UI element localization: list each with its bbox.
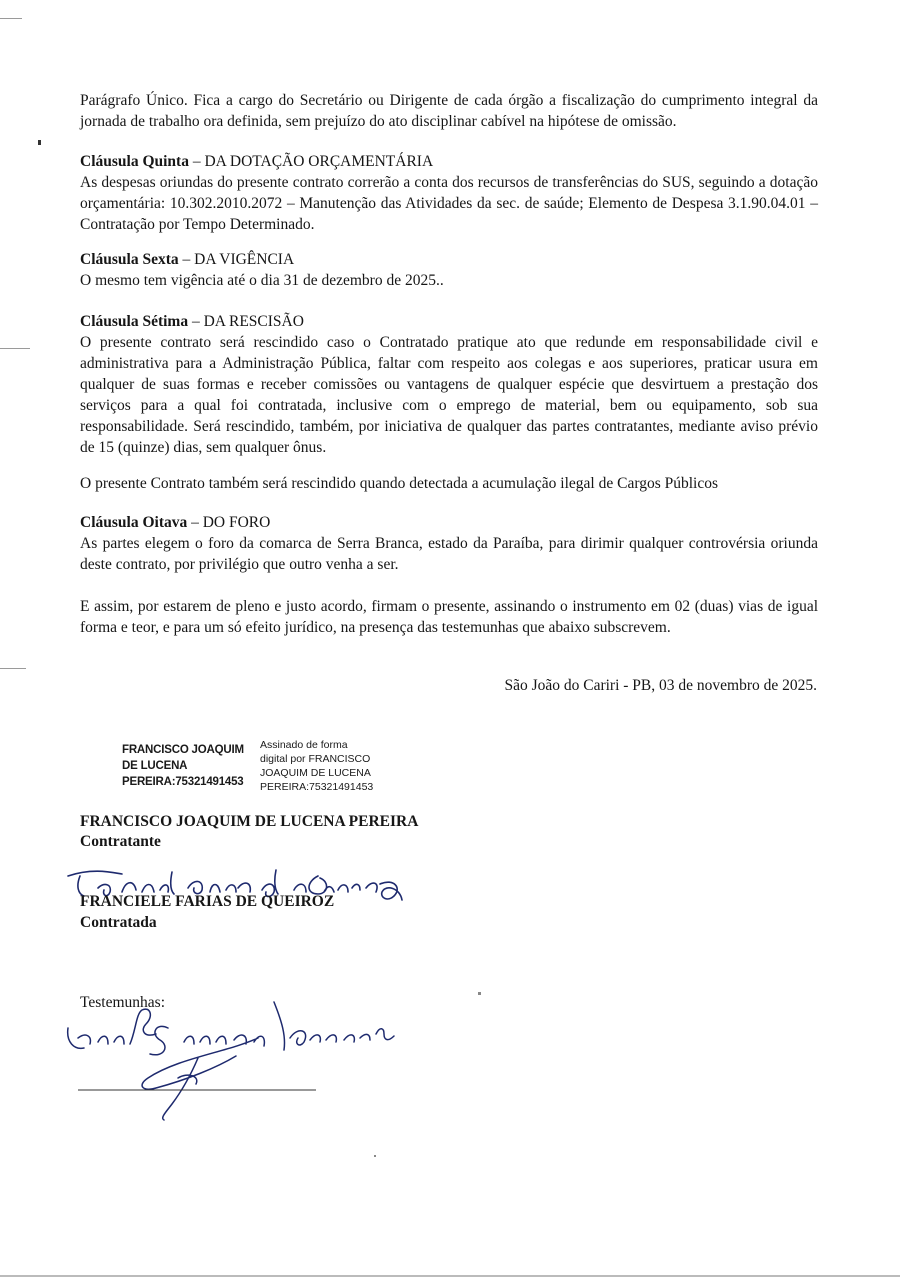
clausula-oitava-heading: [80, 512, 818, 533]
clausula-oitava-text: As partes elegem o foro da comarca de Serra Branca, estado da Paraíba, para dirimir qualquer controvérsia oriunda deste contrato, por privilégio que outro venha a ser.: [80, 535, 818, 573]
contratada-papel: Contratada: [80, 914, 157, 931]
encerramento: [80, 596, 818, 638]
digital-signature-name-line: DE LUCENA: [122, 760, 188, 772]
clausula-setima: [80, 311, 818, 494]
contratante-papel: Contratante: [80, 833, 161, 850]
contratada-nome: FRANCIELE FARIAS DE QUEIROZ: [80, 893, 335, 910]
handwritten-signature-testemunha: [58, 998, 418, 1138]
clausula-sexta: [80, 249, 818, 291]
clausula-oitava-label: Cláusula Oitava: [80, 514, 188, 531]
scan-artifact: [0, 18, 22, 19]
clausula-sexta-title: – DA VIGÊNCIA: [178, 251, 295, 268]
clausula-quinta-title: – DA DOTAÇÃO ORÇAMENTÁRIA: [188, 153, 434, 170]
scan-artifact: [0, 1275, 900, 1277]
digital-signature-name-line: PEREIRA:75321491453: [122, 776, 244, 788]
clausula-setima-heading: [80, 311, 818, 332]
clausula-setima-title: – DA RESCISÃO: [188, 313, 304, 330]
clausula-oitava: [80, 512, 818, 575]
scan-artifact: [0, 348, 30, 349]
scan-artifact: [478, 992, 481, 995]
digital-signature-name: [122, 742, 262, 790]
digital-signature-info-line: PEREIRA:75321491453: [260, 781, 374, 793]
clausula-quinta-label: Cláusula Quinta: [80, 153, 189, 170]
clausula-sexta-label: Cláusula Sexta: [80, 251, 179, 268]
digital-signature-info-line: digital por FRANCISCO: [260, 753, 371, 765]
clausula-quinta: [80, 151, 818, 235]
clausula-setima-text: O presente contrato será rescindido caso o Contratado pratique ato que redunde em responsabilidade civil e administrativa para a Administração Pública, faltar com respeito aos colegas e aos superiores, praticar usura em qualquer de suas formas e receber comissões ou vantagens de qualquer espécie que desvirtuem a prestação dos serviços para a qual foi contratada, inclusive com o emprego de material, bem ou equipamento, sob sua responsabilidade. Será rescindido, também, por iniciativa de qualquer das partes contratantes, mediante aviso prévio de 15 (quinze) dias, sem qualquer ônus.: [80, 334, 818, 456]
digital-signature-info-line: JOAQUIM DE LUCENA: [260, 767, 371, 779]
clausula-setima-text2: O presente Contrato também será rescindido quando detectada a acumulação ilegal de Cargos Públicos: [80, 475, 719, 492]
clausula-quinta-heading: [80, 151, 818, 172]
digital-signature-info: [260, 738, 400, 794]
local-data: São João do Cariri - PB, 03 de novembro de 2025.: [504, 677, 817, 694]
paragrafo-unico-text: Parágrafo Único. Fica a cargo do Secretário ou Dirigente de cada órgão a fiscalização do cumprimento integral da jornada de trabalho ora definida, sem prejuízo do ato disciplinar cabível na hipótese de omissão.: [80, 92, 818, 130]
clausula-setima-label: Cláusula Sétima: [80, 313, 189, 330]
scan-artifact: [38, 140, 41, 145]
digital-signature-info-line: Assinado de forma: [260, 739, 348, 751]
clausula-oitava-title: – DO FORO: [187, 514, 271, 531]
digital-signature-name-line: FRANCISCO JOAQUIM: [122, 744, 244, 756]
contratante-nome: FRANCISCO JOAQUIM DE LUCENA PEREIRA: [80, 813, 419, 830]
clausula-quinta-text: As despesas oriundas do presente contrato correrão a conta dos recursos de transferências do SUS, seguindo a dotação orçamentária: 10.302.2010.2072 – Manutenção das Atividades da sec. de saúde; Elemento de Despesa 3.1.90.04.01 – Contratação por Tempo Determinado.: [80, 174, 818, 233]
clausula-sexta-text: O mesmo tem vigência até o dia 31 de dezembro de 2025..: [80, 272, 444, 289]
clausula-sexta-heading: [80, 249, 818, 270]
paragrafo-unico: [80, 90, 818, 132]
scan-artifact: [374, 1155, 376, 1157]
testemunhas-label: Testemunhas:: [80, 994, 166, 1011]
scan-artifact: [0, 668, 26, 669]
encerramento-text: E assim, por estarem de pleno e justo acordo, firmam o presente, assinando o instrumento em 02 (duas) vias de igual forma e teor, e para um só efeito jurídico, na presença das testemunhas que abaixo subscrevem.: [80, 598, 818, 636]
